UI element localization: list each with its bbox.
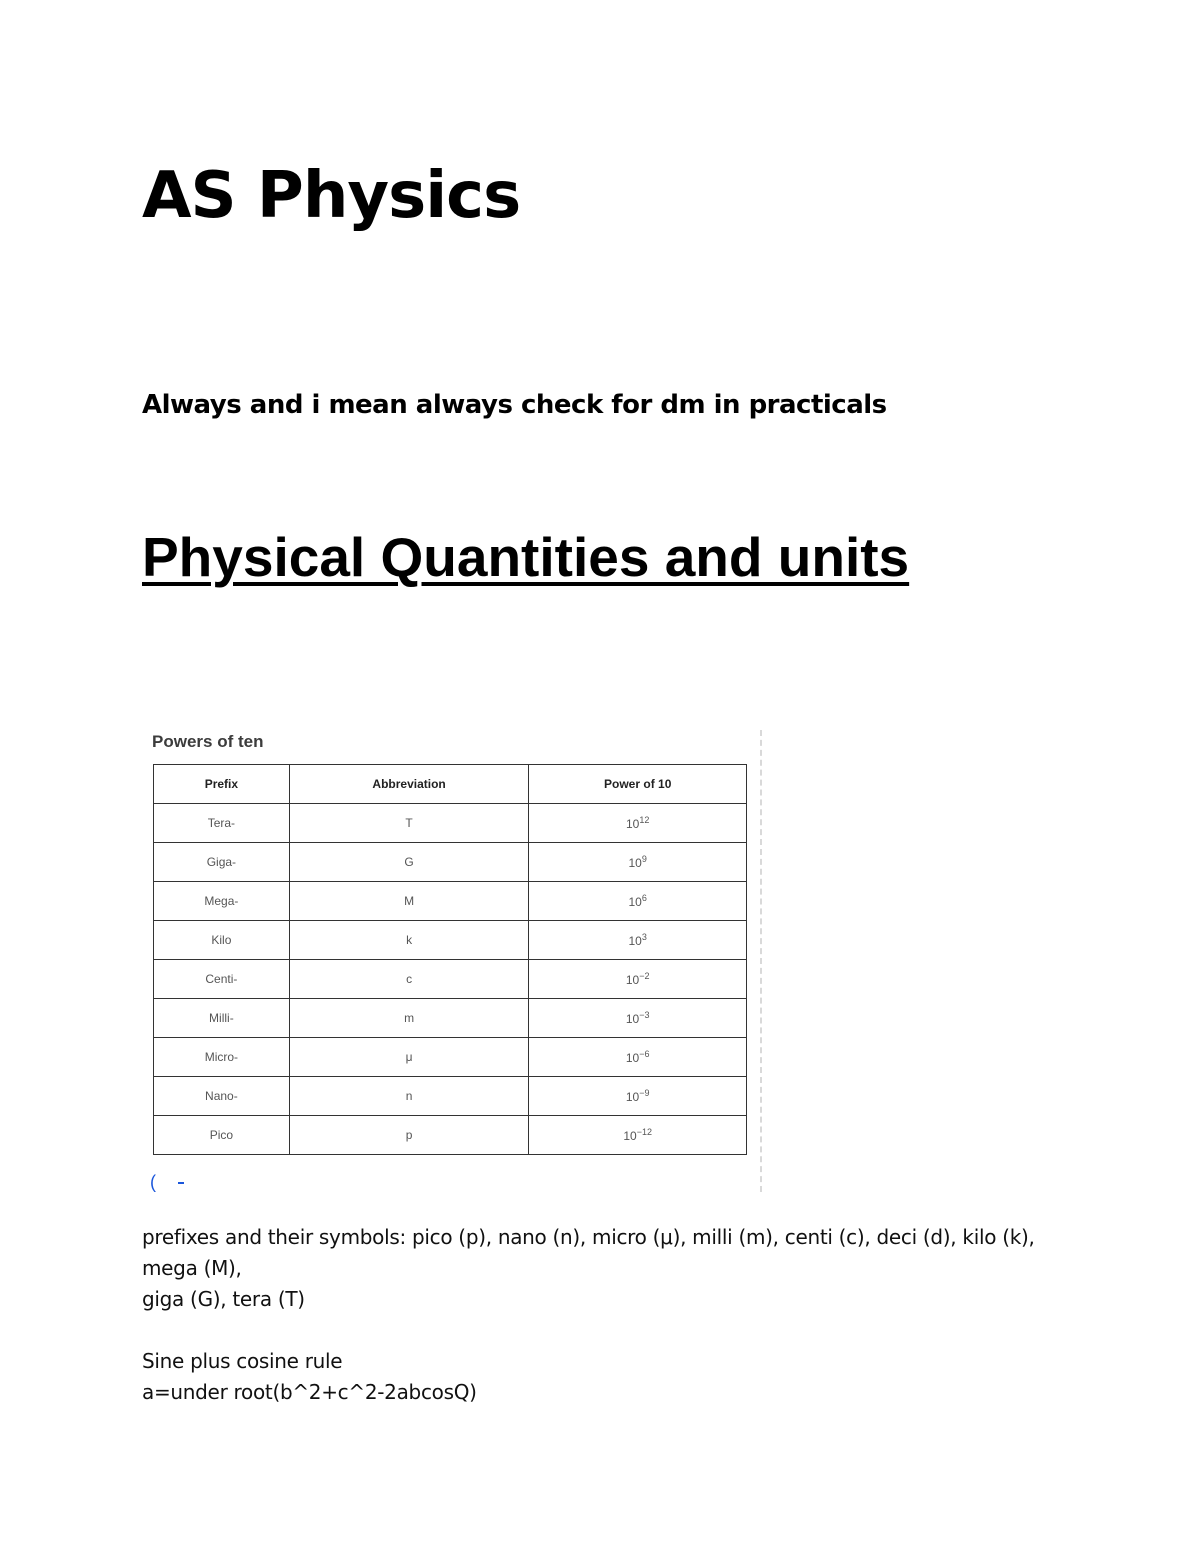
cell-abbreviation: G	[289, 843, 529, 882]
table-row	[154, 921, 747, 960]
link-underline-icon	[178, 1182, 184, 1184]
source-link-mark[interactable]	[150, 1174, 190, 1190]
cell-prefix: Tera-	[154, 804, 290, 843]
table-row	[154, 882, 747, 921]
header-abbreviation: Abbreviation	[289, 765, 529, 804]
rule-formula: a=under root(b^2+c^2-2abcosQ)	[142, 1380, 477, 1404]
rule-heading: Sine plus cosine rule	[142, 1349, 343, 1373]
notes-body	[142, 1222, 1072, 1408]
figure-caption: Powers of ten	[152, 732, 264, 751]
table-row	[154, 960, 747, 999]
cell-power	[529, 1077, 747, 1116]
prefix-list-line: prefixes and their symbols: pico (p), nano (n), micro (μ), milli (m), centi (c), deci (d), kilo (k), mega (M),	[142, 1225, 1035, 1280]
cell-abbreviation: M	[289, 882, 529, 921]
power-exponent: −3	[639, 1010, 650, 1020]
power-base: 10	[626, 817, 640, 831]
cell-abbreviation: μ	[289, 1038, 529, 1077]
table-row	[154, 999, 747, 1038]
power-base: 10	[628, 934, 642, 948]
power-base: 10	[625, 973, 640, 987]
table-row	[154, 843, 747, 882]
power-base: 10	[625, 1051, 640, 1065]
power-exponent: 3	[641, 932, 647, 942]
powers-of-ten-table	[153, 764, 747, 1155]
power-exponent: −9	[639, 1088, 650, 1098]
table-row	[154, 804, 747, 843]
cell-prefix: Mega-	[154, 882, 290, 921]
power-base: 10	[625, 1012, 640, 1026]
cell-abbreviation: n	[289, 1077, 529, 1116]
cell-abbreviation: p	[289, 1116, 529, 1155]
cell-prefix: Micro-	[154, 1038, 290, 1077]
power-exponent: −6	[639, 1049, 650, 1059]
cell-power	[529, 804, 747, 843]
cell-power	[529, 1116, 747, 1155]
cell-power	[529, 960, 747, 999]
document-title: AS Physics	[142, 159, 521, 233]
table-header-row	[154, 765, 747, 804]
table-row	[154, 1038, 747, 1077]
cell-prefix: Centi-	[154, 960, 290, 999]
power-base: 10	[623, 1129, 637, 1143]
cell-abbreviation: k	[289, 921, 529, 960]
power-exponent: −12	[636, 1127, 653, 1137]
power-exponent: −2	[639, 971, 650, 981]
power-base: 10	[625, 1090, 640, 1104]
cell-power	[529, 882, 747, 921]
table-row	[154, 1077, 747, 1116]
power-base: 10	[628, 856, 642, 870]
powers-of-ten-figure	[142, 730, 762, 1192]
cell-power	[529, 999, 747, 1038]
cell-abbreviation: c	[289, 960, 529, 999]
power-exponent: 12	[639, 815, 650, 825]
paragraph-spacer	[142, 1315, 1072, 1346]
header-power-of-ten: Power of 10	[529, 765, 747, 804]
power-exponent: 6	[641, 893, 647, 903]
header-prefix: Prefix	[154, 765, 290, 804]
cell-power	[529, 1038, 747, 1077]
cell-abbreviation: m	[289, 999, 529, 1038]
cell-prefix: Milli-	[154, 999, 290, 1038]
cell-prefix: Pico	[154, 1116, 290, 1155]
power-exponent: 9	[641, 854, 647, 864]
cell-power	[529, 843, 747, 882]
prefix-list-line: giga (G), tera (T)	[142, 1287, 305, 1311]
cell-power	[529, 921, 747, 960]
section-heading: Physical Quantities and units	[142, 526, 910, 588]
link-glyph: (	[150, 1172, 156, 1192]
table-row	[154, 1116, 747, 1155]
cell-prefix: Giga-	[154, 843, 290, 882]
cell-prefix: Kilo	[154, 921, 290, 960]
power-base: 10	[628, 895, 642, 909]
cell-abbreviation: T	[289, 804, 529, 843]
cell-prefix: Nano-	[154, 1077, 290, 1116]
practical-reminder: Always and i mean always check for dm in practicals	[142, 390, 887, 420]
